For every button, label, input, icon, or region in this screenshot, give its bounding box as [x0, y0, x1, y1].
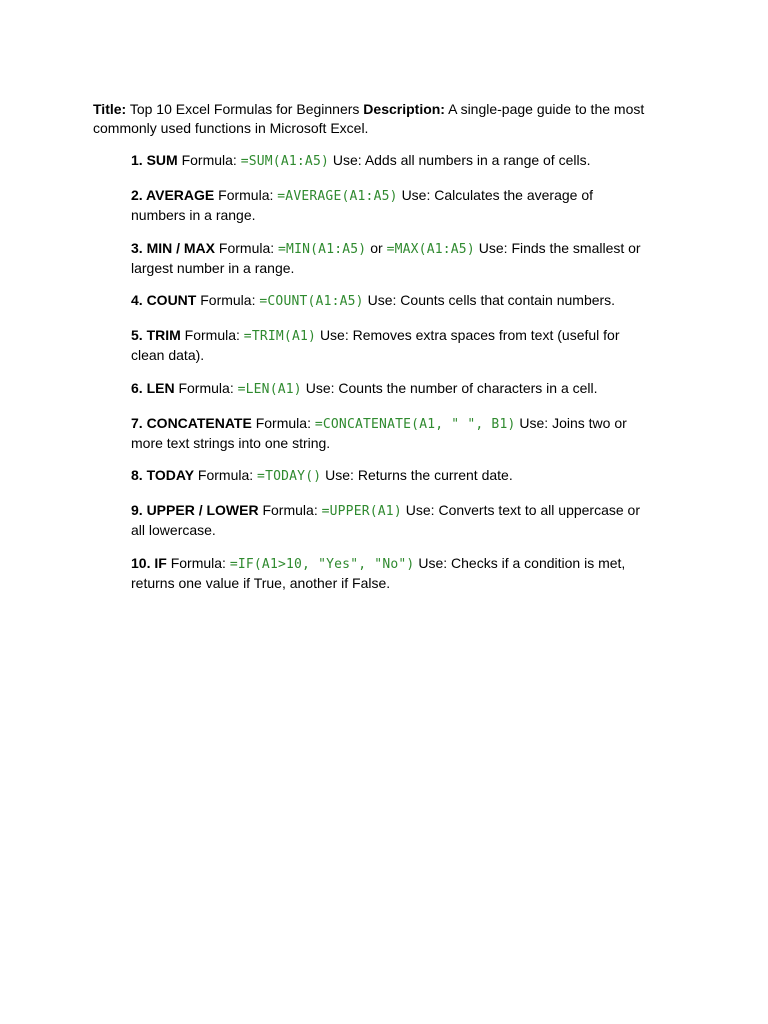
formula-name: 6. LEN: [131, 380, 175, 396]
formula-label: Formula:: [255, 415, 311, 431]
document-intro: [93, 100, 668, 138]
use-label: Use:: [519, 415, 549, 431]
use-text: Finds the smallest or largest number in a range.: [131, 240, 641, 276]
use-text: Joins two or more text strings into one string.: [131, 415, 627, 451]
title-text: Top 10 Excel Formulas for Beginners: [129, 101, 360, 117]
formula-code: =CONCATENATE(A1, " ", B1): [314, 417, 516, 432]
formula-name: 1. SUM: [131, 152, 178, 168]
formula-label: Formula:: [197, 467, 254, 483]
formula-item: [131, 239, 641, 278]
formula-label: Formula:: [218, 240, 275, 256]
formula-label: Formula:: [262, 502, 318, 518]
use-text: Counts the number of characters in a cell.: [338, 380, 598, 396]
formula-connector: or: [370, 240, 383, 256]
formula-item: [131, 291, 641, 311]
formula-item: [131, 186, 641, 225]
use-label: Use:: [305, 380, 335, 396]
description-label: Description:: [363, 101, 445, 117]
use-text: Calculates the average of numbers in a range.: [131, 187, 594, 223]
formula-code-alt: =MAX(A1:A5): [386, 242, 475, 257]
formula-name: 7. CONCATENATE: [131, 415, 252, 431]
formula-code: =IF(A1>10, "Yes", "No"): [229, 557, 415, 572]
formula-code: =MIN(A1:A5): [278, 242, 367, 257]
formula-name: 5. TRIM: [131, 327, 181, 343]
use-text: Converts text to all uppercase or all lowercase.: [131, 502, 640, 538]
formula-name: 2. AVERAGE: [131, 187, 215, 203]
formula-label: Formula:: [184, 327, 240, 343]
use-label: Use:: [367, 292, 397, 308]
use-text: Adds all numbers in a range of cells.: [364, 152, 591, 168]
formula-item: [131, 379, 641, 399]
formula-code: =TODAY(): [257, 469, 322, 484]
formula-item: [131, 326, 641, 365]
formula-item: [131, 554, 641, 593]
use-label: Use:: [478, 240, 508, 256]
formula-name: 8. TODAY: [131, 467, 195, 483]
formula-name: 3. MIN / MAX: [131, 240, 216, 256]
formula-item: [131, 466, 641, 486]
formula-item: [131, 414, 641, 453]
formula-code: =COUNT(A1:A5): [259, 294, 364, 309]
formula-code: =UPPER(A1): [321, 504, 402, 519]
formula-name: 9. UPPER / LOWER: [131, 502, 259, 518]
use-text: Returns the current date.: [357, 467, 513, 483]
formula-code: =AVERAGE(A1:A5): [277, 189, 398, 204]
title-label: Title:: [93, 101, 127, 117]
formula-code: =LEN(A1): [237, 382, 302, 397]
formula-label: Formula:: [178, 380, 234, 396]
use-label: Use:: [418, 555, 448, 571]
formula-code: =SUM(A1:A5): [240, 154, 329, 169]
formula-code: =TRIM(A1): [243, 329, 317, 344]
description-text: A single-page guide to the most commonly used functions in Microsoft Excel.: [93, 101, 645, 136]
use-text: Counts cells that contain numbers.: [400, 292, 616, 308]
use-label: Use:: [332, 152, 362, 168]
formula-name: 4. COUNT: [131, 292, 197, 308]
formula-label: Formula:: [181, 152, 237, 168]
use-text: Removes extra spaces from text (useful for clean data).: [131, 327, 620, 363]
formula-item: [131, 151, 641, 171]
formula-item: [131, 501, 641, 540]
formula-label: Formula:: [200, 292, 256, 308]
use-label: Use:: [319, 327, 349, 343]
use-text: Checks if a condition is met, returns one value if True, another if False.: [131, 555, 626, 591]
formula-name: 10. IF: [131, 555, 167, 571]
formula-label: Formula:: [170, 555, 226, 571]
formula-label: Formula:: [218, 187, 274, 203]
use-label: Use:: [401, 187, 431, 203]
use-label: Use:: [325, 467, 354, 483]
use-label: Use:: [405, 502, 435, 518]
